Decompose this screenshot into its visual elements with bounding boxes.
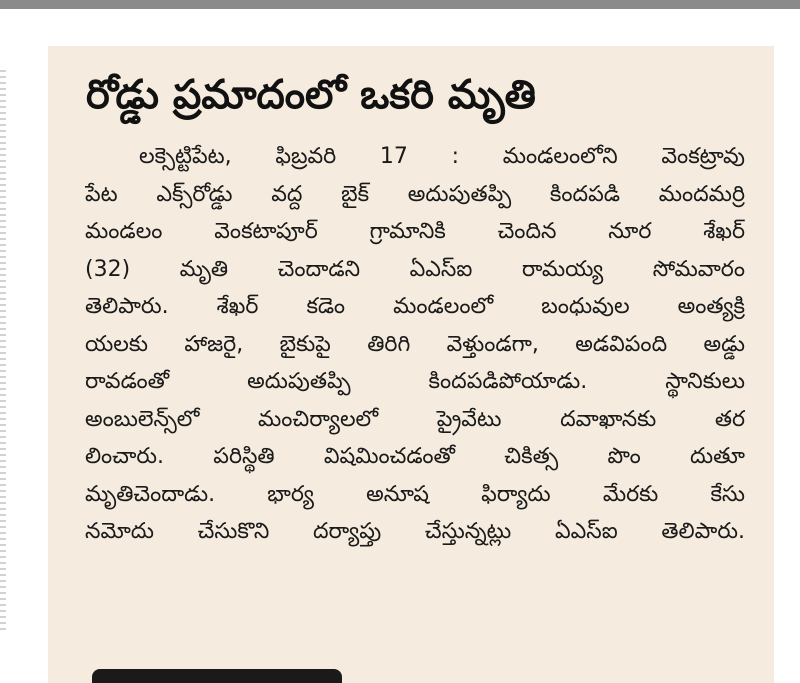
- top-rule: [0, 0, 800, 9]
- article-line: తెలిపారు. శేఖర్ కడెం మండలంలో బంధువుల అంత్యక్రి: [85, 294, 745, 319]
- article-body: [85, 138, 745, 551]
- news-clipping: [48, 46, 774, 683]
- article-line: లక్సెట్టిపేట, ఫిబ్రవరి 17 : మండలంలోని వెంకట్రావు: [139, 144, 745, 169]
- article-line: నమోదు చేసుకొని దర్యాప్తు చేస్తున్నట్లు ఏఎస్ఐ తెలిపారు.: [85, 519, 745, 544]
- article-line: పేట ఎక్స్‌రోడ్డు వద్ద బైక్ అదుపుతప్పి కిందపడి మందమర్రి: [85, 181, 745, 207]
- article-line: రావడంతో అదుపుతప్పి కిందపడిపోయాడు. స్థానికులు: [85, 369, 745, 394]
- headline: రోడ్డు ప్రమాదంలో ఒకరి మృతి: [86, 72, 536, 118]
- article-line: లించారు. పరిస్థితి విషమించడంతో చికిత్స పొం దుతూ: [85, 444, 745, 469]
- article-line: మండలం వెంకటాపూర్ గ్రామానికి చెందిన నూర శేఖర్: [85, 219, 745, 244]
- article-line: అంబులెన్స్‌లో మంచిర్యాలలో ప్రైవేటు దవాఖానకు తర: [85, 406, 745, 432]
- article-line: మృతిచెందాడు. భార్య అనూష ఫిర్యాదు మేరకు కేసు: [85, 481, 745, 507]
- article-line: (32) మృతి చెందాడని ఏఎస్ఐ రామయ్య సోమవారం: [85, 256, 745, 282]
- next-headline-fragment: [92, 669, 342, 683]
- adjacent-column-edge: [0, 70, 6, 630]
- article-line: యలకు హాజరై, బైకుపై తిరిగి వెళ్తుండగా, అడవిపంది అడ్డు: [85, 331, 745, 357]
